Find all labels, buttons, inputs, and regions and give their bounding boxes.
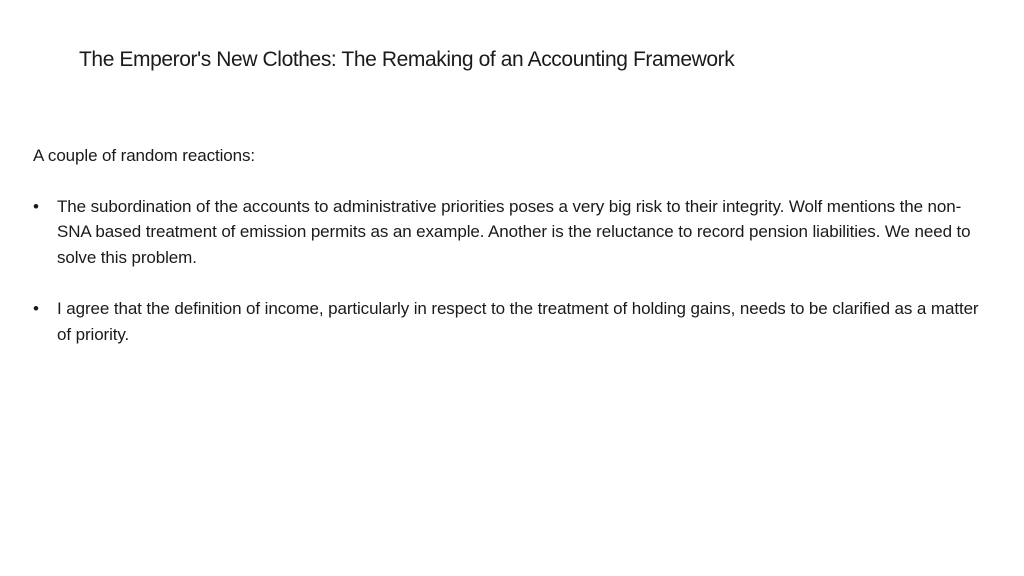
bullet-item xyxy=(33,296,993,347)
bullet-text: The subordination of the accounts to administrative priorities poses a very big risk to their integrity. Wolf mentions the non-SNA based treatment of emission permits as an example. Another is the reluctance to record pension liabilities. We need to solve this problem. xyxy=(57,196,971,267)
bullet-list xyxy=(33,194,993,348)
bullet-icon: • xyxy=(33,299,39,318)
bullet-text: I agree that the definition of income, particularly in respect to the treatment of holding gains, needs to be clarified as a matter of priority. xyxy=(57,299,979,344)
slide-body xyxy=(33,143,993,373)
bullet-icon: • xyxy=(33,196,39,216)
bullet-item xyxy=(33,194,993,271)
slide-title: The Emperor's New Clothes: The Remaking of an Accounting Framework xyxy=(79,48,735,71)
intro-text: A couple of random reactions: xyxy=(33,146,256,165)
